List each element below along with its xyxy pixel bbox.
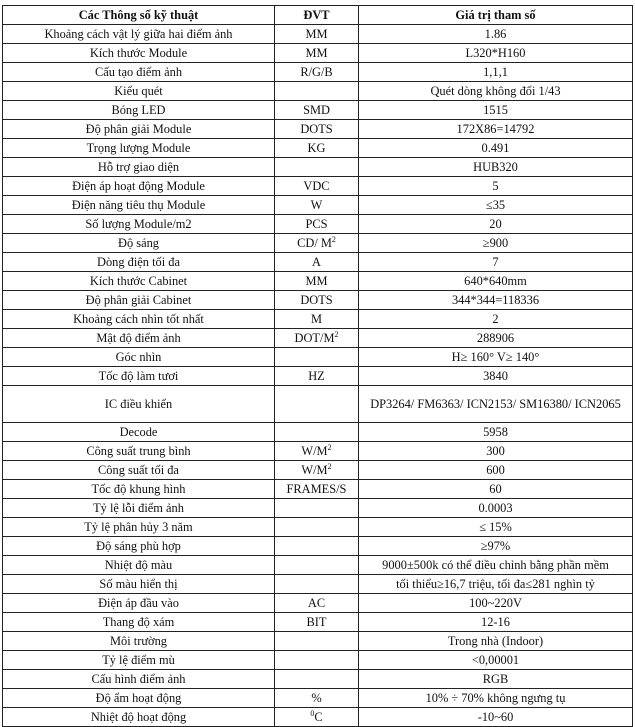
- table-row: [3, 310, 633, 329]
- unit-text: DOT/M: [294, 331, 335, 345]
- unit-cell: [275, 348, 359, 367]
- unit-text: MM: [305, 46, 328, 60]
- unit-superscript: 2: [327, 442, 332, 452]
- param-cell: Hỗ trợ giao diện: [3, 158, 275, 177]
- unit-text: MM: [305, 274, 328, 288]
- table-row: [3, 82, 633, 101]
- unit-text: VDC: [303, 179, 330, 193]
- value-cell: 5958: [359, 423, 633, 442]
- value-cell: 344*344=118336: [359, 291, 633, 310]
- unit-text: CD/ M: [297, 236, 332, 250]
- value-cell: 3840: [359, 367, 633, 386]
- unit-superscript: 2: [327, 461, 332, 471]
- unit-cell: [275, 480, 359, 499]
- table-row: [3, 689, 633, 708]
- value-cell: 60: [359, 480, 633, 499]
- unit-text: FRAMES/S: [286, 482, 347, 496]
- value-cell: 0.491: [359, 139, 633, 158]
- value-cell: 300: [359, 442, 633, 461]
- table-row: [3, 556, 633, 575]
- unit-cell: [275, 499, 359, 518]
- param-cell: Số màu hiển thị: [3, 575, 275, 594]
- param-cell: Thang độ xám: [3, 613, 275, 632]
- param-cell: Tốc độ làm tươi: [3, 367, 275, 386]
- table-row: [3, 651, 633, 670]
- param-cell: Tỷ lệ phân hủy 3 năm: [3, 518, 275, 537]
- table-row: [3, 63, 633, 82]
- spec-table: [2, 5, 633, 727]
- table-row: [3, 101, 633, 120]
- unit-cell: [275, 253, 359, 272]
- param-cell: Bóng LED: [3, 101, 275, 120]
- value-cell: RGB: [359, 670, 633, 689]
- value-cell: 172X86=14792: [359, 120, 633, 139]
- unit-cell: [275, 196, 359, 215]
- unit-superscript: 2: [334, 329, 339, 339]
- value-cell: -10~60: [359, 708, 633, 727]
- unit-cell: [275, 63, 359, 82]
- param-cell: Nhiệt độ màu: [3, 556, 275, 575]
- unit-cell: [275, 423, 359, 442]
- unit-cell: [275, 386, 359, 423]
- value-cell: 0.0003: [359, 499, 633, 518]
- table-row: [3, 272, 633, 291]
- table-row: [3, 708, 633, 727]
- unit-text: MM: [305, 27, 328, 41]
- value-cell: 7: [359, 253, 633, 272]
- table-row: [3, 386, 633, 423]
- param-cell: Tỷ lệ lỗi điểm ảnh: [3, 499, 275, 518]
- value-cell: 1,1,1: [359, 63, 633, 82]
- param-cell: Kích thước Cabinet: [3, 272, 275, 291]
- unit-cell: [275, 44, 359, 63]
- table-row: [3, 670, 633, 689]
- table-row: [3, 423, 633, 442]
- table-row: [3, 442, 633, 461]
- header-value: Giá trị tham số: [359, 6, 633, 25]
- table-body: [3, 25, 633, 727]
- param-cell: Mật độ điểm ảnh: [3, 329, 275, 348]
- table-row: [3, 25, 633, 44]
- table-row: [3, 329, 633, 348]
- value-cell: 100~220V: [359, 594, 633, 613]
- value-cell: 2: [359, 310, 633, 329]
- unit-cell: [275, 234, 359, 253]
- unit-superscript: 0: [310, 708, 315, 718]
- param-cell: Decode: [3, 423, 275, 442]
- value-cell: ≤35: [359, 196, 633, 215]
- table-row: [3, 367, 633, 386]
- value-cell: ≥97%: [359, 537, 633, 556]
- unit-cell: [275, 518, 359, 537]
- unit-text: DOTS: [300, 293, 333, 307]
- unit-cell: [275, 594, 359, 613]
- unit-text: C: [314, 710, 323, 724]
- param-cell: Trọng lượng Module: [3, 139, 275, 158]
- table-row: [3, 518, 633, 537]
- unit-cell: [275, 272, 359, 291]
- value-cell: 20: [359, 215, 633, 234]
- unit-cell: [275, 575, 359, 594]
- param-cell: Độ sáng: [3, 234, 275, 253]
- unit-text: HZ: [308, 369, 325, 383]
- header-unit: ĐVT: [275, 6, 359, 25]
- value-cell: 1.86: [359, 25, 633, 44]
- unit-cell: [275, 708, 359, 727]
- param-cell: Công suất tối đa: [3, 461, 275, 480]
- param-cell: Nhiệt độ hoạt động: [3, 708, 275, 727]
- param-cell: Cấu hình điểm ảnh: [3, 670, 275, 689]
- value-cell: ≤ 15%: [359, 518, 633, 537]
- unit-cell: [275, 215, 359, 234]
- unit-text: %: [311, 691, 322, 705]
- table-row: [3, 234, 633, 253]
- unit-cell: [275, 120, 359, 139]
- unit-text: R/G/B: [300, 65, 333, 79]
- table-row: [3, 291, 633, 310]
- unit-text: M: [310, 312, 323, 326]
- unit-cell: [275, 101, 359, 120]
- param-cell: Số lượng Module/m2: [3, 215, 275, 234]
- table-header-row: [3, 6, 633, 25]
- value-cell: tối thiểu≥16,7 triệu, tối đa≤281 nghìn tỷ: [359, 575, 633, 594]
- value-cell: 1515: [359, 101, 633, 120]
- param-cell: Tốc độ khung hình: [3, 480, 275, 499]
- param-cell: Cấu tạo điểm ảnh: [3, 63, 275, 82]
- param-cell: Điện áp đầu vào: [3, 594, 275, 613]
- table-row: [3, 537, 633, 556]
- param-cell: IC điều khiển: [3, 386, 275, 423]
- table-row: [3, 196, 633, 215]
- unit-cell: [275, 613, 359, 632]
- unit-text: A: [312, 255, 321, 269]
- unit-cell: [275, 367, 359, 386]
- table-row: [3, 348, 633, 367]
- value-cell: H≥ 160° V≥ 140°: [359, 348, 633, 367]
- table-row: [3, 177, 633, 196]
- unit-cell: [275, 158, 359, 177]
- unit-cell: [275, 82, 359, 101]
- unit-text: W: [310, 198, 323, 212]
- param-cell: Môi trường: [3, 632, 275, 651]
- table-row: [3, 44, 633, 63]
- unit-cell: [275, 139, 359, 158]
- unit-cell: [275, 25, 359, 44]
- unit-cell: [275, 291, 359, 310]
- table-row: [3, 594, 633, 613]
- param-cell: Tỷ lệ điểm mù: [3, 651, 275, 670]
- table-row: [3, 461, 633, 480]
- table-row: [3, 139, 633, 158]
- param-cell: Góc nhìn: [3, 348, 275, 367]
- unit-cell: [275, 461, 359, 480]
- table-row: [3, 120, 633, 139]
- value-cell: L320*H160: [359, 44, 633, 63]
- value-cell: HUB320: [359, 158, 633, 177]
- value-cell: 640*640mm: [359, 272, 633, 291]
- value-cell: 10% ÷ 70% không ngưng tụ: [359, 689, 633, 708]
- unit-text: W/M: [301, 444, 328, 458]
- value-cell: Quét dòng không đổi 1/43: [359, 82, 633, 101]
- param-cell: Dòng điện tối đa: [3, 253, 275, 272]
- unit-cell: [275, 537, 359, 556]
- value-cell: <0,00001: [359, 651, 633, 670]
- unit-cell: [275, 310, 359, 329]
- param-cell: Điện năng tiêu thụ Module: [3, 196, 275, 215]
- unit-text: AC: [307, 596, 326, 610]
- unit-text: BIT: [306, 615, 327, 629]
- table-row: [3, 215, 633, 234]
- value-cell: 5: [359, 177, 633, 196]
- param-cell: Độ phân giải Module: [3, 120, 275, 139]
- param-cell: Khoảng cách nhìn tốt nhất: [3, 310, 275, 329]
- unit-text: KG: [307, 141, 326, 155]
- value-cell: 12-16: [359, 613, 633, 632]
- param-cell: Khoảng cách vật lý giữa hai điểm ảnh: [3, 25, 275, 44]
- value-cell: 288906: [359, 329, 633, 348]
- unit-superscript: 2: [331, 234, 336, 244]
- table-row: [3, 632, 633, 651]
- table-row: [3, 158, 633, 177]
- unit-text: SMD: [303, 103, 330, 117]
- unit-text: PCS: [305, 217, 328, 231]
- table-row: [3, 253, 633, 272]
- param-cell: Điện áp hoạt động Module: [3, 177, 275, 196]
- param-cell: Độ sáng phù hợp: [3, 537, 275, 556]
- unit-cell: [275, 442, 359, 461]
- unit-cell: [275, 651, 359, 670]
- unit-cell: [275, 670, 359, 689]
- value-cell: ≥900: [359, 234, 633, 253]
- table-row: [3, 575, 633, 594]
- table-row: [3, 499, 633, 518]
- unit-text: W/M: [301, 463, 328, 477]
- value-cell: 9000±500k có thể điều chỉnh bằng phần mềm: [359, 556, 633, 575]
- table-row: [3, 613, 633, 632]
- unit-cell: [275, 556, 359, 575]
- value-cell: DP3264/ FM6363/ ICN2153/ SM16380/ ICN2065: [359, 386, 633, 423]
- unit-cell: [275, 177, 359, 196]
- unit-cell: [275, 632, 359, 651]
- value-cell: Trong nhà (Indoor): [359, 632, 633, 651]
- param-cell: Độ ẩm hoạt động: [3, 689, 275, 708]
- table-row: [3, 480, 633, 499]
- param-cell: Công suất trung bình: [3, 442, 275, 461]
- unit-cell: [275, 689, 359, 708]
- unit-text: DOTS: [300, 122, 333, 136]
- unit-cell: [275, 329, 359, 348]
- param-cell: Độ phân giải Cabinet: [3, 291, 275, 310]
- param-cell: Kiểu quét: [3, 82, 275, 101]
- value-cell: 600: [359, 461, 633, 480]
- header-param: Các Thông số kỹ thuật: [3, 6, 275, 25]
- param-cell: Kích thước Module: [3, 44, 275, 63]
